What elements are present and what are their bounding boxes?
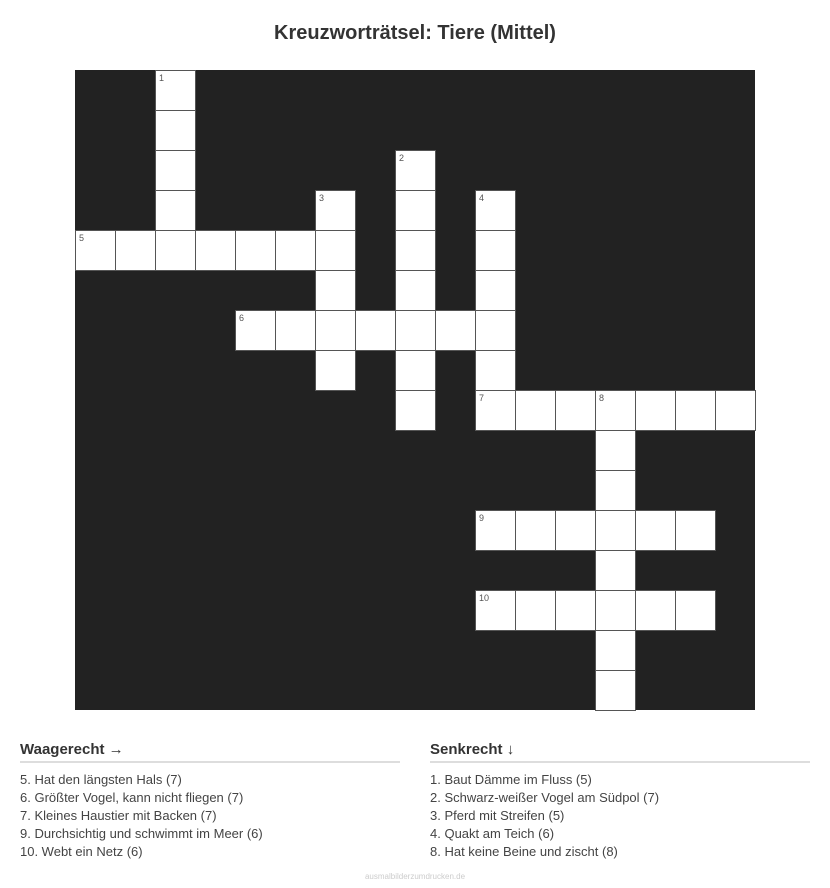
- down-clue: 4. Quakt am Teich (6): [430, 826, 555, 841]
- crossword-cell[interactable]: [355, 310, 396, 351]
- crossword-grid: [75, 70, 755, 710]
- crossword-cell[interactable]: [315, 190, 356, 231]
- crossword-cell[interactable]: [155, 110, 196, 151]
- crossword-cell[interactable]: [555, 390, 596, 431]
- crossword-cell[interactable]: [595, 590, 636, 631]
- crossword-cell[interactable]: [475, 230, 516, 271]
- crossword-cell[interactable]: [475, 270, 516, 311]
- crossword-cell[interactable]: [475, 310, 516, 351]
- crossword-cell[interactable]: [115, 230, 156, 271]
- crossword-cell[interactable]: [595, 550, 636, 591]
- across-clue: 7. Kleines Haustier mit Backen (7): [20, 808, 217, 823]
- clue-number: 5: [79, 233, 85, 243]
- crossword-cell[interactable]: [395, 350, 436, 391]
- crossword-cell[interactable]: [475, 390, 516, 431]
- crossword-cell[interactable]: [675, 510, 716, 551]
- down-clues-section: [430, 740, 810, 861]
- crossword-cell[interactable]: [595, 470, 636, 511]
- crossword-cell[interactable]: [195, 230, 236, 271]
- crossword-cell[interactable]: [155, 150, 196, 191]
- crossword-cell[interactable]: [155, 230, 196, 271]
- crossword-cell[interactable]: [275, 310, 316, 351]
- clue-number: 3: [319, 193, 325, 203]
- crossword-cell[interactable]: [715, 390, 756, 431]
- across-heading: Waagerecht →: [20, 740, 400, 763]
- crossword-cell[interactable]: [475, 350, 516, 391]
- crossword-cell[interactable]: [155, 70, 196, 111]
- clue-number: 10: [479, 593, 490, 603]
- crossword-cell[interactable]: [475, 190, 516, 231]
- crossword-cell[interactable]: [315, 310, 356, 351]
- footer-credit: ausmalbilderzumdrucken.de: [364, 872, 466, 881]
- crossword-cell[interactable]: [515, 510, 556, 551]
- crossword-cell[interactable]: [635, 390, 676, 431]
- across-clues-section: [20, 740, 400, 861]
- down-clue: 1. Baut Dämme im Fluss (5): [430, 772, 592, 787]
- crossword-cell[interactable]: [315, 270, 356, 311]
- crossword-cell[interactable]: [475, 510, 516, 551]
- crossword-cell[interactable]: [595, 670, 636, 711]
- crossword-cell[interactable]: [635, 590, 676, 631]
- down-clue-list: [430, 771, 810, 861]
- crossword-cell[interactable]: [395, 310, 436, 351]
- crossword-cell[interactable]: [155, 190, 196, 231]
- crossword-cell[interactable]: [595, 430, 636, 471]
- crossword-cell[interactable]: [675, 590, 716, 631]
- crossword-cell[interactable]: [395, 190, 436, 231]
- crossword-cell[interactable]: [435, 310, 476, 351]
- crossword-cell[interactable]: [515, 590, 556, 631]
- across-clue: 6. Größter Vogel, kann nicht fliegen (7): [20, 790, 244, 805]
- crossword-cell[interactable]: [75, 230, 116, 271]
- clue-number: 2: [399, 153, 405, 163]
- crossword-cell[interactable]: [395, 270, 436, 311]
- clue-number: 7: [479, 393, 485, 403]
- crossword-cell[interactable]: [275, 230, 316, 271]
- across-clue: 10. Webt ein Netz (6): [20, 844, 143, 859]
- clue-number: 4: [479, 193, 485, 203]
- across-clue: 5. Hat den längsten Hals (7): [20, 772, 182, 787]
- clue-number: 6: [239, 313, 245, 323]
- crossword-cell[interactable]: [595, 390, 636, 431]
- crossword-cell[interactable]: [315, 350, 356, 391]
- crossword-cell[interactable]: [395, 390, 436, 431]
- crossword-cell[interactable]: [395, 230, 436, 271]
- crossword-cell[interactable]: [595, 630, 636, 671]
- down-clue: 8. Hat keine Beine und zischt (8): [430, 844, 618, 859]
- clue-number: 9: [479, 513, 485, 523]
- down-heading: Senkrecht ↓: [430, 740, 810, 763]
- crossword-cell[interactable]: [235, 230, 276, 271]
- crossword-cell[interactable]: [675, 390, 716, 431]
- across-clue: 9. Durchsichtig und schwimmt im Meer (6): [20, 826, 263, 841]
- down-clue: 3. Pferd mit Streifen (5): [430, 808, 565, 823]
- crossword-cell[interactable]: [235, 310, 276, 351]
- crossword-cell[interactable]: [555, 590, 596, 631]
- clue-number: 8: [599, 393, 605, 403]
- crossword-cell[interactable]: [635, 510, 676, 551]
- crossword-cell[interactable]: [595, 510, 636, 551]
- down-clue: 2. Schwarz-weißer Vogel am Südpol (7): [430, 790, 660, 805]
- crossword-cell[interactable]: [315, 230, 356, 271]
- crossword-cell[interactable]: [555, 510, 596, 551]
- crossword-cell[interactable]: [475, 590, 516, 631]
- across-clue-list: [20, 771, 400, 861]
- clue-number: 1: [159, 73, 165, 83]
- crossword-cell[interactable]: [515, 390, 556, 431]
- page-title: Kreuzworträtsel: Tiere (Mittel): [274, 22, 556, 44]
- crossword-cell[interactable]: [395, 150, 436, 191]
